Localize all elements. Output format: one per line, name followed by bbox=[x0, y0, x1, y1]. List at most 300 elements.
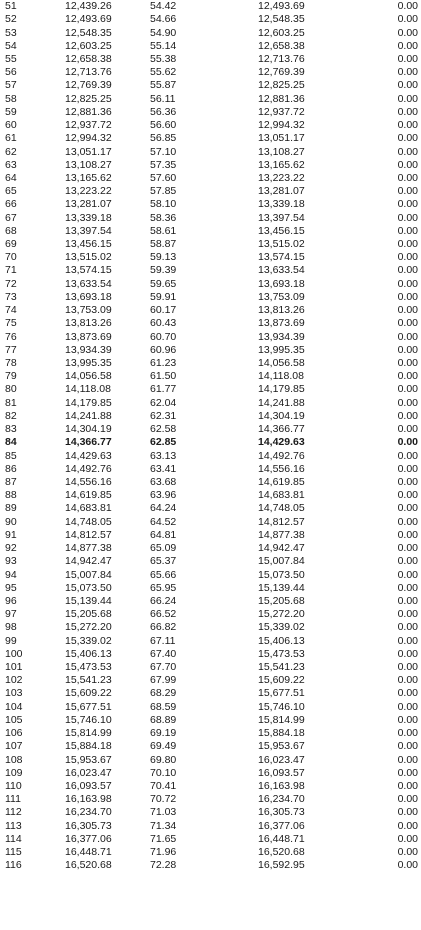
opening-balance-cell: 16,305.73 bbox=[65, 819, 112, 832]
payment-cell: 0.00 bbox=[397, 489, 418, 502]
table-row bbox=[0, 119, 421, 132]
period-cell: 66 bbox=[5, 198, 17, 211]
opening-balance-cell: 15,139.44 bbox=[65, 594, 112, 607]
amount-cell: 54.42 bbox=[150, 0, 177, 13]
amount-cell: 64.24 bbox=[150, 502, 177, 515]
table-row bbox=[0, 595, 421, 608]
table-row bbox=[0, 687, 421, 700]
period-cell: 113 bbox=[5, 819, 22, 832]
table-row bbox=[0, 423, 421, 436]
amount-cell: 63.13 bbox=[150, 449, 177, 462]
payment-cell: 0.00 bbox=[397, 224, 418, 237]
opening-balance-cell: 16,520.68 bbox=[65, 859, 112, 872]
amount-cell: 63.41 bbox=[150, 462, 177, 475]
amount-cell: 70.41 bbox=[150, 780, 177, 793]
payment-cell: 0.00 bbox=[397, 634, 418, 647]
opening-balance-cell: 16,377.06 bbox=[65, 832, 112, 845]
period-cell: 112 bbox=[5, 806, 22, 819]
closing-balance-cell: 13,456.15 bbox=[258, 224, 305, 237]
table-row bbox=[0, 304, 421, 317]
period-cell: 116 bbox=[5, 859, 22, 872]
table-row bbox=[0, 463, 421, 476]
closing-balance-cell: 14,942.47 bbox=[258, 542, 305, 555]
amount-cell: 62.04 bbox=[150, 396, 177, 409]
payment-cell: 0.00 bbox=[397, 462, 418, 475]
period-cell: 83 bbox=[5, 423, 17, 436]
closing-balance-cell: 15,541.23 bbox=[258, 661, 305, 674]
table-row bbox=[0, 145, 421, 158]
table-row bbox=[0, 225, 421, 238]
payment-cell: 0.00 bbox=[397, 370, 418, 383]
table-row bbox=[0, 674, 421, 687]
period-cell: 93 bbox=[5, 555, 17, 568]
closing-balance-cell: 14,056.58 bbox=[258, 357, 305, 370]
payment-cell: 0.00 bbox=[397, 832, 418, 845]
closing-balance-cell: 16,023.47 bbox=[258, 753, 305, 766]
amount-cell: 65.09 bbox=[150, 542, 177, 555]
amount-cell: 61.50 bbox=[150, 370, 177, 383]
opening-balance-cell: 14,492.76 bbox=[65, 462, 112, 475]
table-row bbox=[0, 635, 421, 648]
payment-cell: 0.00 bbox=[397, 515, 418, 528]
table-row bbox=[0, 106, 421, 119]
opening-balance-cell: 14,748.05 bbox=[65, 515, 112, 528]
opening-balance-cell: 13,223.22 bbox=[65, 185, 112, 198]
opening-balance-cell: 16,023.47 bbox=[65, 766, 112, 779]
period-cell: 80 bbox=[5, 383, 17, 396]
table-row bbox=[0, 701, 421, 714]
closing-balance-cell: 15,814.99 bbox=[258, 713, 305, 726]
period-cell: 111 bbox=[5, 793, 21, 806]
closing-balance-cell: 13,633.54 bbox=[258, 264, 305, 277]
opening-balance-cell: 12,603.25 bbox=[65, 39, 112, 52]
period-cell: 67 bbox=[5, 211, 17, 224]
payment-cell: 0.00 bbox=[397, 79, 418, 92]
closing-balance-cell: 12,769.39 bbox=[258, 66, 305, 79]
table-row bbox=[0, 436, 421, 449]
closing-balance-cell: 14,748.05 bbox=[258, 502, 305, 515]
payment-cell: 0.00 bbox=[397, 568, 418, 581]
period-cell: 103 bbox=[5, 687, 23, 700]
amount-cell: 65.95 bbox=[150, 581, 177, 594]
closing-balance-cell: 14,366.77 bbox=[258, 423, 305, 436]
period-cell: 92 bbox=[5, 542, 17, 555]
amount-cell: 55.62 bbox=[150, 66, 177, 79]
closing-balance-cell: 15,677.51 bbox=[258, 687, 305, 700]
opening-balance-cell: 15,406.13 bbox=[65, 647, 112, 660]
period-cell: 82 bbox=[5, 409, 17, 422]
opening-balance-cell: 14,619.85 bbox=[65, 489, 112, 502]
period-cell: 102 bbox=[5, 674, 23, 687]
amount-cell: 57.85 bbox=[150, 185, 177, 198]
period-cell: 86 bbox=[5, 462, 17, 475]
table-row bbox=[0, 383, 421, 396]
closing-balance-cell: 16,163.98 bbox=[258, 780, 305, 793]
opening-balance-cell: 15,677.51 bbox=[65, 700, 112, 713]
payment-cell: 0.00 bbox=[397, 185, 418, 198]
payment-cell: 0.00 bbox=[397, 700, 418, 713]
opening-balance-cell: 15,609.22 bbox=[65, 687, 112, 700]
table-row bbox=[0, 846, 421, 859]
table-row bbox=[0, 212, 421, 225]
opening-balance-cell: 12,825.25 bbox=[65, 92, 112, 105]
period-cell: 74 bbox=[5, 304, 17, 317]
table-row bbox=[0, 198, 421, 211]
table-row bbox=[0, 370, 421, 383]
amount-cell: 58.10 bbox=[150, 198, 177, 211]
table-row bbox=[0, 172, 421, 185]
payment-cell: 0.00 bbox=[397, 661, 418, 674]
payment-cell: 0.00 bbox=[397, 357, 418, 370]
amount-cell: 62.31 bbox=[150, 409, 177, 422]
opening-balance-cell: 13,753.09 bbox=[65, 304, 112, 317]
opening-balance-cell: 12,548.35 bbox=[65, 26, 112, 39]
opening-balance-cell: 15,541.23 bbox=[65, 674, 112, 687]
table-row bbox=[0, 542, 421, 555]
opening-balance-cell: 12,994.32 bbox=[65, 132, 112, 145]
table-row bbox=[0, 648, 421, 661]
closing-balance-cell: 13,223.22 bbox=[258, 171, 305, 184]
period-cell: 81 bbox=[5, 396, 17, 409]
period-cell: 78 bbox=[5, 357, 17, 370]
table-row bbox=[0, 476, 421, 489]
table-row bbox=[0, 26, 421, 39]
table-row bbox=[0, 621, 421, 634]
period-cell: 52 bbox=[5, 13, 17, 26]
period-cell: 54 bbox=[5, 39, 17, 52]
closing-balance-cell: 14,492.76 bbox=[258, 449, 305, 462]
closing-balance-cell: 12,937.72 bbox=[258, 105, 305, 118]
table-row bbox=[0, 753, 421, 766]
payment-cell: 0.00 bbox=[397, 502, 418, 515]
table-row bbox=[0, 159, 421, 172]
period-cell: 71 bbox=[5, 264, 17, 277]
table-row bbox=[0, 555, 421, 568]
closing-balance-cell: 14,556.16 bbox=[258, 462, 305, 475]
period-cell: 73 bbox=[5, 290, 17, 303]
table-row bbox=[0, 330, 421, 343]
amount-cell: 71.34 bbox=[150, 819, 177, 832]
opening-balance-cell: 14,118.08 bbox=[65, 383, 111, 396]
opening-balance-cell: 15,272.20 bbox=[65, 621, 112, 634]
payment-cell: 0.00 bbox=[397, 846, 418, 859]
payment-cell: 0.00 bbox=[397, 39, 418, 52]
table-row bbox=[0, 66, 421, 79]
table-row bbox=[0, 93, 421, 106]
amount-cell: 66.82 bbox=[150, 621, 177, 634]
payment-cell: 0.00 bbox=[397, 251, 418, 264]
opening-balance-cell: 13,108.27 bbox=[65, 158, 112, 171]
amount-cell: 65.37 bbox=[150, 555, 177, 568]
period-cell: 60 bbox=[5, 119, 17, 132]
opening-balance-cell: 13,995.35 bbox=[65, 357, 112, 370]
opening-balance-cell: 13,633.54 bbox=[65, 277, 112, 290]
payment-cell: 0.00 bbox=[397, 409, 418, 422]
amount-cell: 67.11 bbox=[150, 634, 176, 647]
payment-cell: 0.00 bbox=[397, 475, 418, 488]
amount-cell: 58.87 bbox=[150, 238, 177, 251]
closing-balance-cell: 16,377.06 bbox=[258, 819, 305, 832]
closing-balance-cell: 16,093.57 bbox=[258, 766, 305, 779]
amount-cell: 55.87 bbox=[150, 79, 177, 92]
payment-cell: 0.00 bbox=[397, 105, 418, 118]
table-row bbox=[0, 502, 421, 515]
payment-cell: 0.00 bbox=[397, 198, 418, 211]
opening-balance-cell: 13,873.69 bbox=[65, 330, 112, 343]
amount-cell: 58.61 bbox=[150, 224, 177, 237]
period-cell: 85 bbox=[5, 449, 17, 462]
opening-balance-cell: 15,007.84 bbox=[65, 568, 112, 581]
closing-balance-cell: 12,493.69 bbox=[258, 0, 305, 13]
period-cell: 76 bbox=[5, 330, 17, 343]
closing-balance-cell: 15,205.68 bbox=[258, 594, 305, 607]
table-row bbox=[0, 820, 421, 833]
payment-cell: 0.00 bbox=[397, 423, 418, 436]
opening-balance-cell: 15,205.68 bbox=[65, 608, 112, 621]
table-row bbox=[0, 516, 421, 529]
amount-cell: 58.36 bbox=[150, 211, 177, 224]
period-cell: 98 bbox=[5, 621, 17, 634]
period-cell: 57 bbox=[5, 79, 17, 92]
payment-cell: 0.00 bbox=[397, 343, 418, 356]
period-cell: 64 bbox=[5, 171, 17, 184]
closing-balance-cell: 15,953.67 bbox=[258, 740, 305, 753]
payment-cell: 0.00 bbox=[397, 211, 418, 224]
amount-cell: 69.19 bbox=[150, 727, 177, 740]
period-cell: 94 bbox=[5, 568, 17, 581]
table-row bbox=[0, 806, 421, 819]
opening-balance-cell: 13,574.15 bbox=[65, 264, 112, 277]
table-row bbox=[0, 727, 421, 740]
closing-balance-cell: 12,881.36 bbox=[258, 92, 305, 105]
period-cell: 87 bbox=[5, 475, 17, 488]
period-cell: 100 bbox=[5, 647, 23, 660]
amount-cell: 68.29 bbox=[150, 687, 177, 700]
opening-balance-cell: 14,056.58 bbox=[65, 370, 112, 383]
closing-balance-cell: 12,603.25 bbox=[258, 26, 305, 39]
amount-cell: 72.28 bbox=[150, 859, 177, 872]
table-row bbox=[0, 529, 421, 542]
table-row bbox=[0, 251, 421, 264]
opening-balance-cell: 13,693.18 bbox=[65, 290, 112, 303]
payment-cell: 0.00 bbox=[397, 264, 418, 277]
period-cell: 101 bbox=[5, 661, 23, 674]
closing-balance-cell: 13,165.62 bbox=[258, 158, 305, 171]
closing-balance-cell: 15,473.53 bbox=[258, 647, 305, 660]
table-row bbox=[0, 661, 421, 674]
amount-cell: 64.52 bbox=[150, 515, 177, 528]
amount-cell: 63.96 bbox=[150, 489, 177, 502]
payment-cell: 0.00 bbox=[397, 766, 418, 779]
amount-cell: 62.85 bbox=[150, 436, 177, 449]
amount-cell: 57.10 bbox=[150, 145, 177, 158]
amount-cell: 59.65 bbox=[150, 277, 177, 290]
amount-cell: 65.66 bbox=[150, 568, 177, 581]
payment-cell: 0.00 bbox=[397, 158, 418, 171]
period-cell: 88 bbox=[5, 489, 17, 502]
table-row bbox=[0, 489, 421, 502]
period-cell: 58 bbox=[5, 92, 17, 105]
closing-balance-cell: 14,877.38 bbox=[258, 528, 305, 541]
table-row bbox=[0, 0, 421, 13]
opening-balance-cell: 15,746.10 bbox=[65, 713, 112, 726]
closing-balance-cell: 14,304.19 bbox=[258, 409, 305, 422]
payment-cell: 0.00 bbox=[397, 647, 418, 660]
period-cell: 70 bbox=[5, 251, 17, 264]
table-row bbox=[0, 79, 421, 92]
opening-balance-cell: 16,234.70 bbox=[65, 806, 112, 819]
payment-cell: 0.00 bbox=[397, 0, 418, 13]
closing-balance-cell: 16,448.71 bbox=[258, 832, 305, 845]
payment-cell: 0.00 bbox=[397, 608, 418, 621]
payment-cell: 0.00 bbox=[397, 449, 418, 462]
payment-cell: 0.00 bbox=[397, 317, 418, 330]
closing-balance-cell: 14,179.85 bbox=[258, 383, 305, 396]
closing-balance-cell: 16,305.73 bbox=[258, 806, 305, 819]
closing-balance-cell: 13,693.18 bbox=[258, 277, 305, 290]
opening-balance-cell: 12,439.26 bbox=[65, 0, 112, 13]
opening-balance-cell: 13,051.17 bbox=[65, 145, 112, 158]
amount-cell: 60.70 bbox=[150, 330, 177, 343]
closing-balance-cell: 14,812.57 bbox=[258, 515, 305, 528]
period-cell: 75 bbox=[5, 317, 17, 330]
payment-cell: 0.00 bbox=[397, 330, 418, 343]
amount-cell: 67.99 bbox=[150, 674, 177, 687]
closing-balance-cell: 15,007.84 bbox=[258, 555, 305, 568]
amount-cell: 71.96 bbox=[150, 846, 177, 859]
amount-cell: 69.49 bbox=[150, 740, 177, 753]
payment-cell: 0.00 bbox=[397, 780, 418, 793]
payment-cell: 0.00 bbox=[397, 713, 418, 726]
table-row bbox=[0, 40, 421, 53]
payment-cell: 0.00 bbox=[397, 727, 418, 740]
table-row bbox=[0, 185, 421, 198]
opening-balance-cell: 16,163.98 bbox=[65, 793, 112, 806]
period-cell: 53 bbox=[5, 26, 17, 39]
opening-balance-cell: 15,953.67 bbox=[65, 753, 112, 766]
period-cell: 65 bbox=[5, 185, 17, 198]
opening-balance-cell: 12,658.38 bbox=[65, 52, 112, 65]
opening-balance-cell: 16,093.57 bbox=[65, 780, 112, 793]
payment-cell: 0.00 bbox=[397, 528, 418, 541]
closing-balance-cell: 13,934.39 bbox=[258, 330, 305, 343]
period-cell: 109 bbox=[5, 766, 23, 779]
payment-cell: 0.00 bbox=[397, 66, 418, 79]
amount-cell: 56.85 bbox=[150, 132, 177, 145]
opening-balance-cell: 13,397.54 bbox=[65, 224, 112, 237]
closing-balance-cell: 14,683.81 bbox=[258, 489, 305, 502]
table-row bbox=[0, 793, 421, 806]
amount-cell: 66.24 bbox=[150, 594, 177, 607]
closing-balance-cell: 16,592.95 bbox=[258, 859, 305, 872]
table-row bbox=[0, 13, 421, 26]
amount-cell: 55.38 bbox=[150, 52, 177, 65]
period-cell: 84 bbox=[5, 436, 17, 449]
amount-cell: 59.91 bbox=[150, 290, 177, 303]
amount-cell: 61.23 bbox=[150, 357, 177, 370]
payment-cell: 0.00 bbox=[397, 52, 418, 65]
period-cell: 110 bbox=[5, 780, 22, 793]
payment-cell: 0.00 bbox=[397, 581, 418, 594]
closing-balance-cell: 15,339.02 bbox=[258, 621, 305, 634]
closing-balance-cell: 13,873.69 bbox=[258, 317, 305, 330]
closing-balance-cell: 14,429.63 bbox=[258, 436, 305, 449]
period-cell: 89 bbox=[5, 502, 17, 515]
closing-balance-cell: 14,241.88 bbox=[258, 396, 305, 409]
opening-balance-cell: 13,934.39 bbox=[65, 343, 112, 356]
table-row bbox=[0, 780, 421, 793]
payment-cell: 0.00 bbox=[397, 859, 418, 872]
opening-balance-cell: 15,814.99 bbox=[65, 727, 112, 740]
amount-cell: 68.89 bbox=[150, 713, 177, 726]
opening-balance-cell: 14,556.16 bbox=[65, 475, 112, 488]
amount-cell: 60.43 bbox=[150, 317, 177, 330]
closing-balance-cell: 15,139.44 bbox=[258, 581, 305, 594]
closing-balance-cell: 12,713.76 bbox=[258, 52, 305, 65]
amount-cell: 57.60 bbox=[150, 171, 177, 184]
amount-cell: 66.52 bbox=[150, 608, 177, 621]
period-cell: 99 bbox=[5, 634, 17, 647]
payment-cell: 0.00 bbox=[397, 740, 418, 753]
closing-balance-cell: 14,118.08 bbox=[258, 370, 304, 383]
opening-balance-cell: 12,493.69 bbox=[65, 13, 112, 26]
amount-cell: 71.03 bbox=[150, 806, 177, 819]
opening-balance-cell: 12,937.72 bbox=[65, 119, 112, 132]
opening-balance-cell: 12,881.36 bbox=[65, 105, 112, 118]
opening-balance-cell: 15,339.02 bbox=[65, 634, 112, 647]
period-cell: 106 bbox=[5, 727, 23, 740]
payment-cell: 0.00 bbox=[397, 304, 418, 317]
payment-cell: 0.00 bbox=[397, 13, 418, 26]
closing-balance-cell: 15,272.20 bbox=[258, 608, 305, 621]
period-cell: 61 bbox=[5, 132, 17, 145]
table-row bbox=[0, 833, 421, 846]
opening-balance-cell: 14,683.81 bbox=[65, 502, 112, 515]
closing-balance-cell: 13,339.18 bbox=[258, 198, 305, 211]
table-row bbox=[0, 568, 421, 581]
opening-balance-cell: 13,281.07 bbox=[65, 198, 112, 211]
closing-balance-cell: 15,073.50 bbox=[258, 568, 305, 581]
closing-balance-cell: 14,619.85 bbox=[258, 475, 305, 488]
period-cell: 95 bbox=[5, 581, 17, 594]
opening-balance-cell: 14,812.57 bbox=[65, 528, 112, 541]
period-cell: 62 bbox=[5, 145, 17, 158]
amount-cell: 71.65 bbox=[150, 832, 177, 845]
opening-balance-cell: 13,456.15 bbox=[65, 238, 112, 251]
amount-cell: 60.17 bbox=[150, 304, 177, 317]
payment-cell: 0.00 bbox=[397, 793, 418, 806]
payment-cell: 0.00 bbox=[397, 119, 418, 132]
amount-cell: 56.11 bbox=[150, 92, 176, 105]
opening-balance-cell: 15,473.53 bbox=[65, 661, 112, 674]
period-cell: 105 bbox=[5, 713, 23, 726]
period-cell: 55 bbox=[5, 52, 17, 65]
payment-cell: 0.00 bbox=[397, 26, 418, 39]
table-row bbox=[0, 582, 421, 595]
payment-cell: 0.00 bbox=[397, 92, 418, 105]
period-cell: 104 bbox=[5, 700, 23, 713]
closing-balance-cell: 12,548.35 bbox=[258, 13, 305, 26]
table-row bbox=[0, 608, 421, 621]
table-row bbox=[0, 740, 421, 753]
amount-cell: 59.13 bbox=[150, 251, 177, 264]
payment-cell: 0.00 bbox=[397, 753, 418, 766]
payment-cell: 0.00 bbox=[397, 621, 418, 634]
closing-balance-cell: 13,574.15 bbox=[258, 251, 305, 264]
opening-balance-cell: 14,877.38 bbox=[65, 542, 112, 555]
closing-balance-cell: 13,995.35 bbox=[258, 343, 305, 356]
table-row bbox=[0, 767, 421, 780]
